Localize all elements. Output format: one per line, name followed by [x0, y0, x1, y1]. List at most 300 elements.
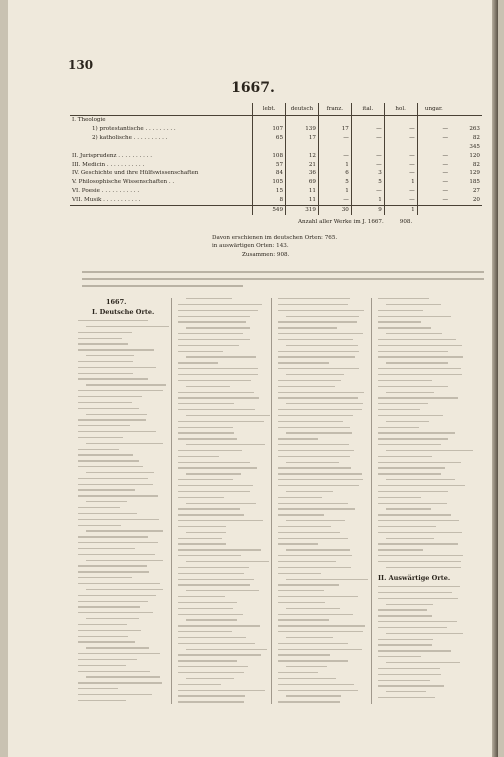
- text-line-placeholder: [78, 525, 121, 526]
- text-line-placeholder: [178, 368, 258, 369]
- text-line-placeholder: [186, 590, 259, 591]
- text-line-placeholder: [78, 595, 156, 596]
- text-line-placeholder: [378, 491, 448, 492]
- text-line-placeholder: [186, 327, 250, 328]
- row-label: 2) katholische . . . . . . . . . .: [92, 134, 168, 141]
- text-line-placeholder: [178, 573, 244, 574]
- text-line-placeholder: [78, 437, 123, 438]
- text-line-placeholder: [178, 526, 226, 527]
- statistics-table: [70, 103, 482, 215]
- text-line-placeholder: [186, 649, 267, 650]
- text-line-placeholder: [78, 565, 147, 566]
- row-value: [384, 116, 417, 125]
- row-value: —: [318, 196, 351, 205]
- table-row: [70, 161, 482, 170]
- domestic-count-line: Davon erschienen im deutschen Orten: 765.: [212, 235, 338, 241]
- text-line-placeholder: [378, 586, 460, 587]
- table-row: [70, 196, 482, 205]
- row-total: 129: [469, 170, 480, 177]
- text-line-placeholder: [78, 624, 127, 625]
- text-line-placeholder: [178, 450, 242, 451]
- text-line-placeholder: [178, 584, 250, 585]
- row-value: 1: [318, 161, 351, 170]
- text-line-placeholder: [78, 408, 139, 409]
- column-year-heading: 1667.: [106, 298, 127, 306]
- text-line-placeholder: [378, 462, 461, 463]
- row-value: 15: [253, 187, 286, 196]
- text-line-placeholder: [78, 671, 150, 672]
- text-line-placeholder: [378, 598, 458, 599]
- place-list-column-4-foreign: [378, 586, 466, 703]
- row-total: 185: [469, 179, 480, 186]
- text-line-placeholder: [278, 514, 324, 515]
- text-line-placeholder: [178, 479, 233, 480]
- text-line-placeholder: [178, 567, 249, 568]
- text-line-placeholder: [178, 392, 254, 393]
- text-line-placeholder: [78, 343, 128, 344]
- row-value: 84: [253, 169, 286, 178]
- text-line-placeholder: [78, 338, 122, 339]
- text-line-placeholder: [178, 508, 240, 509]
- row-total: [450, 116, 482, 125]
- text-line-placeholder: [178, 625, 260, 626]
- text-line-placeholder: [86, 589, 163, 590]
- text-line-placeholder: [178, 637, 246, 638]
- text-line-placeholder: [278, 473, 362, 474]
- text-line-placeholder: [86, 384, 166, 385]
- text-line-placeholder: [286, 549, 350, 550]
- row-value: 1: [318, 187, 351, 196]
- row-total: 120: [469, 152, 480, 159]
- text-line-placeholder: [78, 425, 130, 426]
- text-line-placeholder: [178, 432, 234, 433]
- column-header: hol.: [384, 103, 417, 116]
- text-line-placeholder: [178, 614, 243, 615]
- grand-total-value: 908.: [399, 219, 413, 225]
- text-line-placeholder: [278, 380, 341, 381]
- row-value: [417, 143, 450, 152]
- text-line-placeholder: [86, 676, 160, 677]
- text-line-placeholder: [386, 633, 463, 634]
- row-value: 1: [351, 196, 384, 205]
- text-line-placeholder: [386, 304, 441, 305]
- row-value: 3: [351, 169, 384, 178]
- row-value: 21: [286, 161, 319, 170]
- row-label: V. Philosophische Wissenschaften . .: [72, 179, 175, 186]
- text-line-placeholder: [178, 701, 244, 702]
- table-header-row: [70, 103, 482, 116]
- row-value: —: [351, 152, 384, 161]
- text-line-placeholder: [78, 519, 159, 520]
- row-value: —: [417, 134, 450, 143]
- text-line-placeholder: [178, 421, 264, 422]
- text-line-placeholder: [386, 691, 426, 692]
- text-line-placeholder: [178, 403, 234, 404]
- text-line-placeholder: [278, 649, 362, 650]
- text-line-placeholder: [178, 643, 255, 644]
- text-line-placeholder: [278, 321, 357, 322]
- text-line-placeholder: [278, 485, 359, 486]
- row-value: 6: [318, 169, 351, 178]
- text-line-placeholder: [178, 608, 233, 609]
- column-header: lebt.: [253, 103, 286, 116]
- text-line-placeholder: [278, 690, 358, 691]
- text-line-placeholder: [286, 520, 345, 521]
- text-line-placeholder: [178, 654, 261, 655]
- text-line-placeholder: [378, 403, 428, 404]
- year-title: 1667.: [231, 80, 275, 96]
- row-value: 12: [286, 152, 319, 161]
- text-line-placeholder: [378, 621, 457, 622]
- text-line-placeholder: [178, 374, 258, 375]
- text-line-placeholder: [378, 386, 448, 387]
- row-value: —: [417, 178, 450, 187]
- text-line-placeholder: [378, 555, 463, 556]
- grand-total-line: [298, 219, 412, 225]
- row-value: —: [417, 161, 450, 170]
- text-line-placeholder: [378, 680, 430, 681]
- foreign-count-line: in auswärtigen Orten: 143.: [212, 243, 289, 249]
- text-line-placeholder: [286, 432, 352, 433]
- text-line-placeholder: [78, 653, 160, 654]
- text-line-placeholder: [86, 326, 169, 327]
- row-value: —: [417, 196, 450, 205]
- text-line-placeholder: [378, 456, 432, 457]
- row-total: 345: [469, 143, 480, 150]
- text-line-placeholder: [78, 489, 135, 490]
- text-line-placeholder: [278, 386, 335, 387]
- text-line-placeholder: [278, 584, 339, 585]
- text-line-placeholder: [286, 316, 359, 317]
- text-line-placeholder: [286, 608, 340, 609]
- row-value: 5: [318, 178, 351, 187]
- row-value: [286, 116, 319, 125]
- text-line-placeholder: [278, 304, 348, 305]
- row-value: —: [351, 125, 384, 134]
- row-value: 65: [253, 134, 286, 143]
- row-value: —: [351, 134, 384, 143]
- text-line-placeholder: [378, 503, 447, 504]
- row-value: [286, 143, 319, 152]
- text-line-placeholder: [278, 368, 359, 369]
- text-line-placeholder: [386, 567, 461, 568]
- row-value: 107: [253, 125, 286, 134]
- text-line-placeholder: [78, 507, 120, 508]
- row-value: 17: [318, 125, 351, 134]
- text-line-placeholder: [78, 454, 133, 455]
- text-line-placeholder: [78, 665, 126, 666]
- text-line-placeholder: [278, 392, 364, 393]
- row-label: 1) protestantische . . . . . . . . .: [92, 125, 176, 132]
- text-line-placeholder: [278, 415, 353, 416]
- text-line-placeholder: [178, 660, 237, 661]
- text-line-placeholder: [186, 561, 269, 562]
- text-line-placeholder: [86, 560, 163, 561]
- text-line-placeholder: [78, 390, 163, 391]
- text-line-placeholder: [178, 345, 239, 346]
- text-line-placeholder: [378, 298, 429, 299]
- text-line-placeholder: [278, 427, 350, 428]
- text-line-placeholder: [278, 421, 343, 422]
- row-value: 11: [286, 187, 319, 196]
- text-line-placeholder: [378, 532, 462, 533]
- text-line-placeholder: [178, 497, 224, 498]
- text-line-placeholder: [386, 333, 442, 334]
- text-line-placeholder: [378, 685, 444, 686]
- text-line-placeholder: [186, 444, 265, 445]
- text-line-placeholder: [178, 409, 255, 410]
- text-line-placeholder: [386, 479, 455, 480]
- text-line-placeholder: [278, 298, 350, 299]
- text-line-placeholder: [378, 549, 423, 550]
- row-label: VII. Musik . . . . . . . . . . .: [72, 197, 141, 204]
- text-line-placeholder: [78, 332, 132, 333]
- page-number: 130: [68, 58, 94, 72]
- text-line-placeholder: [378, 438, 448, 439]
- text-line-placeholder: [286, 666, 327, 667]
- row-value: [417, 116, 450, 125]
- text-line-placeholder: [378, 656, 421, 657]
- text-line-placeholder: [386, 392, 434, 393]
- row-value: —: [384, 169, 417, 178]
- text-line-placeholder: [378, 526, 436, 527]
- text-line-placeholder: [86, 443, 163, 444]
- text-line-placeholder: [178, 397, 259, 398]
- text-line-placeholder: [86, 530, 163, 531]
- text-line-placeholder: [78, 554, 155, 555]
- text-line-placeholder: [178, 316, 250, 317]
- text-line-placeholder: [186, 473, 241, 474]
- text-line-placeholder: [386, 421, 429, 422]
- text-line-placeholder: [278, 672, 318, 673]
- text-line-placeholder: [78, 320, 148, 321]
- text-line-placeholder: [278, 438, 318, 439]
- text-line-placeholder: [78, 630, 141, 631]
- text-line-placeholder: [78, 431, 156, 432]
- row-value: —: [417, 187, 450, 196]
- row-label: II. Jurisprudenz . . . . . . . . . .: [72, 152, 153, 159]
- text-line-placeholder: [378, 345, 462, 346]
- text-line-placeholder: [278, 654, 330, 655]
- text-line-placeholder: [178, 695, 245, 696]
- text-line-placeholder: [278, 590, 324, 591]
- text-line-placeholder: [86, 618, 139, 619]
- text-line-placeholder: [178, 438, 237, 439]
- text-line-placeholder: [178, 538, 222, 539]
- text-line-placeholder: [78, 349, 154, 350]
- text-line-placeholder: [278, 614, 353, 615]
- text-line-placeholder: [186, 298, 232, 299]
- text-line-placeholder: [278, 356, 355, 357]
- sum-row: [70, 206, 482, 215]
- text-line-placeholder: [178, 520, 263, 521]
- text-line-placeholder: [278, 327, 337, 328]
- table-row: [70, 125, 482, 134]
- text-line-placeholder: [78, 536, 148, 537]
- text-line-placeholder: [178, 304, 262, 305]
- text-line-placeholder: [178, 602, 237, 603]
- sum-value: 30: [318, 206, 351, 215]
- table-row: [70, 187, 482, 196]
- row-value: 69: [286, 178, 319, 187]
- text-line-placeholder: [378, 639, 433, 640]
- text-line-placeholder: [378, 409, 420, 410]
- text-line-placeholder: [378, 310, 423, 311]
- text-line-placeholder: [78, 513, 137, 514]
- text-line-placeholder: [78, 419, 146, 420]
- sum-label-cell: [70, 206, 253, 215]
- text-line-placeholder: [278, 444, 349, 445]
- row-value: 11: [286, 196, 319, 205]
- row-label: III. Medicin . . . . . . . . . . .: [72, 161, 145, 168]
- text-line-placeholder: [378, 368, 461, 369]
- text-line-placeholder: [78, 606, 140, 607]
- column-header: ital.: [351, 103, 384, 116]
- text-line-placeholder: [78, 601, 148, 602]
- text-line-placeholder: [278, 450, 354, 451]
- text-line-placeholder: [178, 333, 243, 334]
- text-line-placeholder: [378, 697, 435, 698]
- text-line-placeholder: [286, 579, 368, 580]
- text-line-placeholder: [78, 367, 156, 368]
- text-line-placeholder: [86, 472, 154, 473]
- row-label: VI. Poesie . . . . . . . . . . .: [72, 188, 140, 195]
- text-line-placeholder: [278, 660, 348, 661]
- text-line-placeholder: [278, 362, 329, 363]
- text-line-placeholder: [378, 397, 458, 398]
- table-row: [70, 178, 482, 187]
- text-line-placeholder: [286, 637, 333, 638]
- text-line-placeholder: [278, 508, 355, 509]
- text-line-placeholder: [278, 678, 336, 679]
- table-row: [70, 134, 482, 143]
- text-line-placeholder: [178, 543, 226, 544]
- text-line-placeholder: [278, 561, 336, 562]
- row-value: [351, 143, 384, 152]
- text-line-placeholder: [278, 567, 351, 568]
- text-line-placeholder: [178, 462, 250, 463]
- text-line-placeholder: [78, 495, 158, 496]
- text-line-placeholder: [186, 619, 237, 620]
- text-line-placeholder: [278, 631, 363, 632]
- text-line-placeholder: [378, 339, 456, 340]
- row-total: 20: [472, 197, 480, 204]
- row-value: —: [384, 187, 417, 196]
- text-line-placeholder: [278, 339, 353, 340]
- text-line-placeholder: [178, 596, 225, 597]
- text-line-placeholder: [378, 609, 427, 610]
- row-value: 1: [384, 178, 417, 187]
- place-list-column-2: [178, 298, 266, 707]
- row-total: 82: [472, 134, 480, 141]
- text-line-placeholder: [178, 690, 265, 691]
- text-line-placeholder: [278, 351, 359, 352]
- text-line-placeholder: [178, 456, 219, 457]
- text-line-placeholder: [178, 485, 253, 486]
- text-line-placeholder: [178, 672, 244, 673]
- text-line-placeholder: [78, 542, 158, 543]
- place-list-column-4-domestic: [378, 298, 466, 573]
- text-line-placeholder: [378, 650, 451, 651]
- text-line-placeholder: [278, 701, 340, 702]
- text-line-placeholder: [278, 602, 325, 603]
- text-line-placeholder: [78, 402, 132, 403]
- text-line-placeholder: [378, 356, 463, 357]
- text-line-placeholder: [378, 644, 432, 645]
- sum-value: 9: [351, 206, 384, 215]
- text-line-placeholder: [278, 684, 354, 685]
- page-gutter-shadow: [492, 0, 498, 757]
- row-value: —: [351, 161, 384, 170]
- text-line-placeholder: [286, 491, 333, 492]
- text-line-placeholder: [378, 467, 445, 468]
- text-line-placeholder: [278, 526, 331, 527]
- text-line-placeholder: [78, 548, 135, 549]
- row-value: —: [384, 161, 417, 170]
- text-line-placeholder: [378, 627, 447, 628]
- row-total: 27: [472, 188, 480, 195]
- row-value: —: [417, 152, 450, 161]
- text-line-placeholder: [378, 514, 451, 515]
- text-line-placeholder: [78, 636, 128, 637]
- text-line-placeholder: [378, 520, 459, 521]
- text-line-placeholder: [386, 662, 460, 663]
- row-value: —: [384, 196, 417, 205]
- text-line-placeholder: [178, 362, 218, 363]
- row-value: 108: [253, 152, 286, 161]
- text-line-placeholder: [78, 583, 160, 584]
- text-line-placeholder: [78, 466, 143, 467]
- text-line-placeholder: [178, 339, 250, 340]
- sum-value: 319: [286, 206, 319, 215]
- grand-total-label: Anzahl aller Werke im J. 1667.: [298, 219, 384, 225]
- text-line-placeholder: [78, 378, 148, 379]
- text-line-placeholder: [386, 538, 434, 539]
- text-line-placeholder: [78, 449, 119, 450]
- text-line-placeholder: [178, 579, 254, 580]
- text-line-placeholder: [386, 508, 431, 509]
- text-line-placeholder: [78, 700, 126, 701]
- text-line-placeholder: [378, 432, 455, 433]
- text-line-placeholder: [278, 573, 321, 574]
- text-line-placeholder: [178, 321, 246, 322]
- text-line-placeholder: [178, 631, 232, 632]
- text-line-placeholder: [378, 444, 441, 445]
- text-line-placeholder: [178, 427, 233, 428]
- text-line-placeholder: [378, 543, 458, 544]
- text-line-placeholder: [78, 659, 137, 660]
- text-line-placeholder: [186, 532, 226, 533]
- text-line-placeholder: [78, 682, 162, 683]
- row-value: —: [384, 152, 417, 161]
- column-header: franz.: [318, 103, 351, 116]
- text-line-placeholder: [378, 615, 432, 616]
- text-line-placeholder: [78, 571, 149, 572]
- text-line-placeholder: [178, 467, 257, 468]
- text-line-placeholder: [378, 497, 421, 498]
- text-line-placeholder: [78, 373, 133, 374]
- text-line-placeholder: [78, 484, 153, 485]
- text-line-placeholder: [378, 321, 421, 322]
- text-line-placeholder: [186, 386, 230, 387]
- row-value: [351, 116, 384, 125]
- row-value: —: [384, 125, 417, 134]
- text-line-placeholder: [278, 543, 318, 544]
- text-line-placeholder: [86, 647, 149, 648]
- text-line-placeholder: [378, 415, 443, 416]
- text-line-placeholder: [278, 643, 348, 644]
- text-line-placeholder: [86, 355, 134, 356]
